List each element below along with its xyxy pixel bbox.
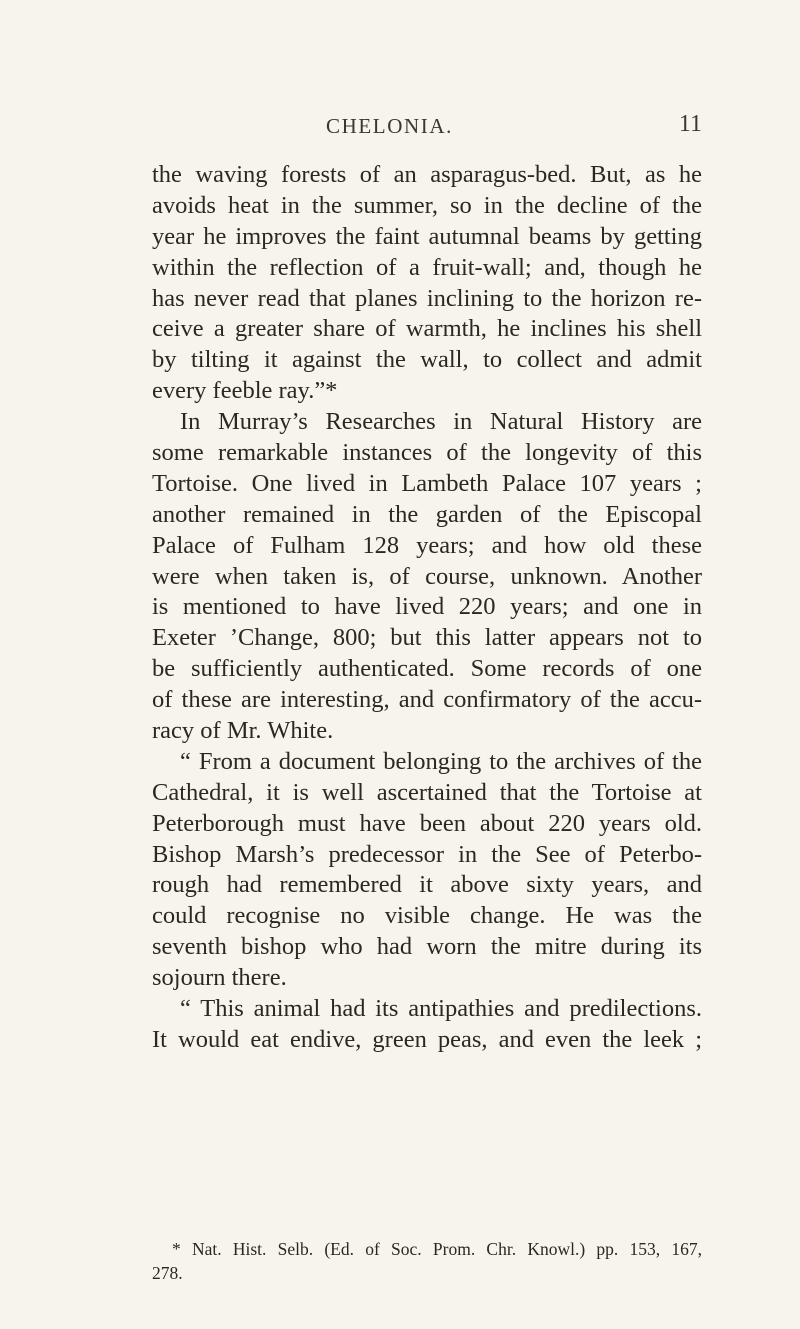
text-line: Bishop Marsh’s predecessor in the See of Peterbo- xyxy=(152,840,702,868)
text-line: by tilting it against the wall, to collect and admit xyxy=(152,346,702,374)
text-line: avoids heat in the summer, so in the decline of the xyxy=(152,191,702,219)
text-line: could recognise no visible change. He was the xyxy=(152,902,702,930)
page-number: 11 xyxy=(678,111,702,137)
text-line: be sufficiently authenticated. Some records of one xyxy=(152,655,702,683)
text-line: another remained in the garden of the Episcopal xyxy=(152,500,702,528)
text-line: Tortoise. One lived in Lambeth Palace 107 years ; xyxy=(152,469,702,497)
text-line: “ This animal had its antipathies and predilections. xyxy=(180,995,702,1023)
text-line: ceive a greater share of warmth, he inclines his shell xyxy=(152,315,702,343)
text-line: has never read that planes inclining to the horizon re- xyxy=(152,284,702,312)
running-head xyxy=(152,111,702,148)
text-line: racy of Mr. White. xyxy=(152,717,334,745)
text-line: the waving forests of an asparagus-bed. But, as he xyxy=(152,161,702,188)
text-line: were when taken is, of course, unknown. Another xyxy=(152,562,702,590)
text-line: Exeter ’Change, 800; but this latter appears not to xyxy=(152,624,702,652)
text-line: of these are interesting, and confirmatory of the accu- xyxy=(152,686,702,714)
text-line: rough had remembered it above sixty years, and xyxy=(152,871,702,899)
body-text xyxy=(152,160,702,1056)
text-line: In Murray’s Researches in Natural History are xyxy=(180,408,702,436)
running-title: CHELONIA. xyxy=(326,114,453,138)
text-line: sojourn there. xyxy=(152,964,287,992)
text-line: Palace of Fulham 128 years; and how old these xyxy=(152,531,702,559)
text-line: “ From a document belonging to the archives of the xyxy=(180,747,702,775)
text-line: some remarkable instances of the longevity of this xyxy=(152,439,702,467)
footnote xyxy=(152,1237,702,1285)
text-line: It would eat endive, green peas, and even the leek ; xyxy=(152,1025,702,1053)
footnote-line: 278. xyxy=(152,1263,183,1283)
text-line: seventh bishop who had worn the mitre during its xyxy=(152,933,702,961)
text-line: Peterborough must have been about 220 years old. xyxy=(152,809,702,837)
text-line: every feeble ray.”* xyxy=(152,377,338,405)
text-line: Cathedral, it is well ascertained that the Tortoise at xyxy=(152,778,702,806)
footnote-line: * Nat. Hist. Selb. (Ed. of Soc. Prom. Chr. Knowl.) pp. 153, 167, xyxy=(172,1239,702,1259)
text-line: is mentioned to have lived 220 years; and one in xyxy=(152,593,702,621)
text-line: year he improves the faint autumnal beams by getting xyxy=(152,222,702,250)
text-line: within the reflection of a fruit-wall; and, though he xyxy=(152,253,702,281)
